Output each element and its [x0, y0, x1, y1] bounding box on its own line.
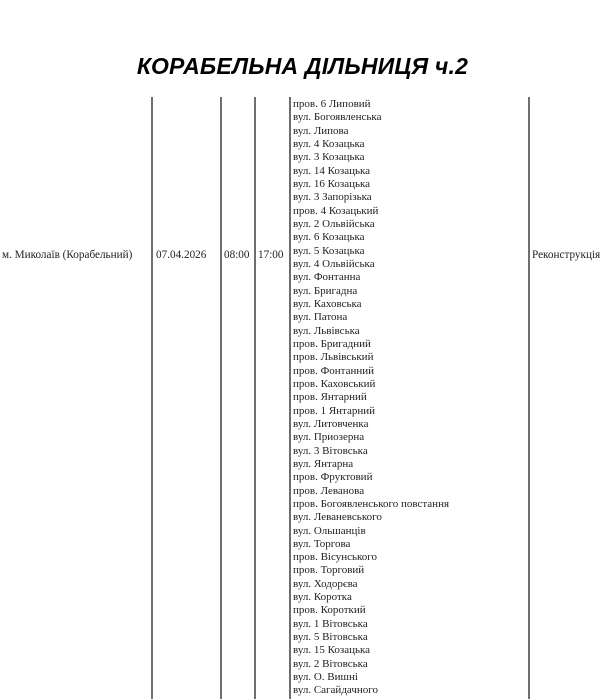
street-item: вул. Патона: [293, 311, 348, 324]
street-item: вул. 14 Козацька: [293, 164, 371, 177]
street-item: вул. О. Вишні: [293, 671, 358, 684]
street-item: вул. Фонтанна: [293, 271, 361, 284]
street-item: пров. 1 Янтарний: [293, 404, 376, 417]
street-item: пров. Львівський: [293, 351, 374, 364]
street-item: вул. Леваневського: [293, 511, 382, 524]
street-item: пров. 6 Липовий: [293, 98, 371, 110]
street-item: вул. 1 Вітовська: [293, 617, 368, 630]
street-item: вул. 16 Козацька: [293, 177, 371, 190]
street-item: пров. Богоявленського повстання: [293, 497, 450, 510]
street-item: вул. Каховська: [293, 297, 362, 310]
street-item: вул. Коротка: [293, 591, 352, 604]
street-item: вул. Ольшанців: [293, 524, 366, 537]
reason-cell: Реконструкція: [532, 249, 601, 261]
street-item: вул. 2 Вітовська: [293, 657, 368, 670]
street-item: вул. 3 Вітовська: [293, 444, 368, 457]
column-divider: [528, 97, 530, 699]
street-item: пров. Фруктовий: [293, 471, 373, 484]
start-time-cell: 08:00: [224, 249, 250, 261]
street-item: вул. Бригадна: [293, 284, 358, 297]
street-item: вул. Торгова: [293, 537, 351, 550]
street-item: пров. Леванова: [293, 484, 365, 497]
street-item: вул. Литовченка: [293, 417, 369, 430]
page-title: КОРАБЕЛЬНА ДІЛЬНИЦЯ ч.2: [136, 53, 469, 79]
street-item: пров. 4 Козацький: [293, 204, 379, 217]
street-item: пров. Короткий: [293, 604, 366, 617]
column-divider: [289, 97, 291, 699]
column-divider: [151, 97, 153, 699]
street-item: вул. 6 Козацька: [293, 231, 365, 244]
street-item: вул. Львівська: [293, 324, 360, 337]
street-item: вул. 4 Ольвійська: [293, 257, 375, 270]
street-item: вул. Богоявленська: [293, 111, 382, 124]
street-item: вул. 3 Козацька: [293, 151, 365, 164]
date-cell: 07.04.2026: [156, 249, 207, 261]
end-time-cell: 17:00: [258, 249, 284, 261]
street-item: вул. Сагайдачного: [293, 684, 379, 697]
street-item: пров. Каховський: [293, 377, 376, 390]
street-item: вул. 4 Козацька: [293, 137, 365, 150]
street-item: вул. Ходорєва: [293, 577, 358, 590]
column-divider: [220, 97, 222, 699]
street-item: вул. 15 Козацька: [293, 644, 371, 657]
street-item: вул. 2 Ольвійська: [293, 217, 375, 230]
street-item: вул. Янтарна: [293, 457, 354, 470]
street-item: пров. Бригадний: [293, 337, 371, 350]
street-item: пров. Торговий: [293, 564, 365, 577]
column-divider: [254, 97, 256, 699]
street-item: пров. Вісунського: [293, 551, 378, 564]
street-item: вул. 3 Запорізька: [293, 191, 372, 204]
locality-cell: м. Миколаїв (Корабельний): [2, 249, 133, 261]
street-item: вул. Липова: [293, 124, 349, 137]
street-item: вул. 5 Козацька: [293, 244, 365, 257]
street-item: вул. Приозерна: [293, 431, 365, 444]
street-list: [293, 98, 449, 698]
street-item: пров. Фонтанний: [293, 364, 375, 377]
street-item: вул. 5 Вітовська: [293, 631, 368, 644]
street-item: пров. Янтарний: [293, 391, 367, 404]
